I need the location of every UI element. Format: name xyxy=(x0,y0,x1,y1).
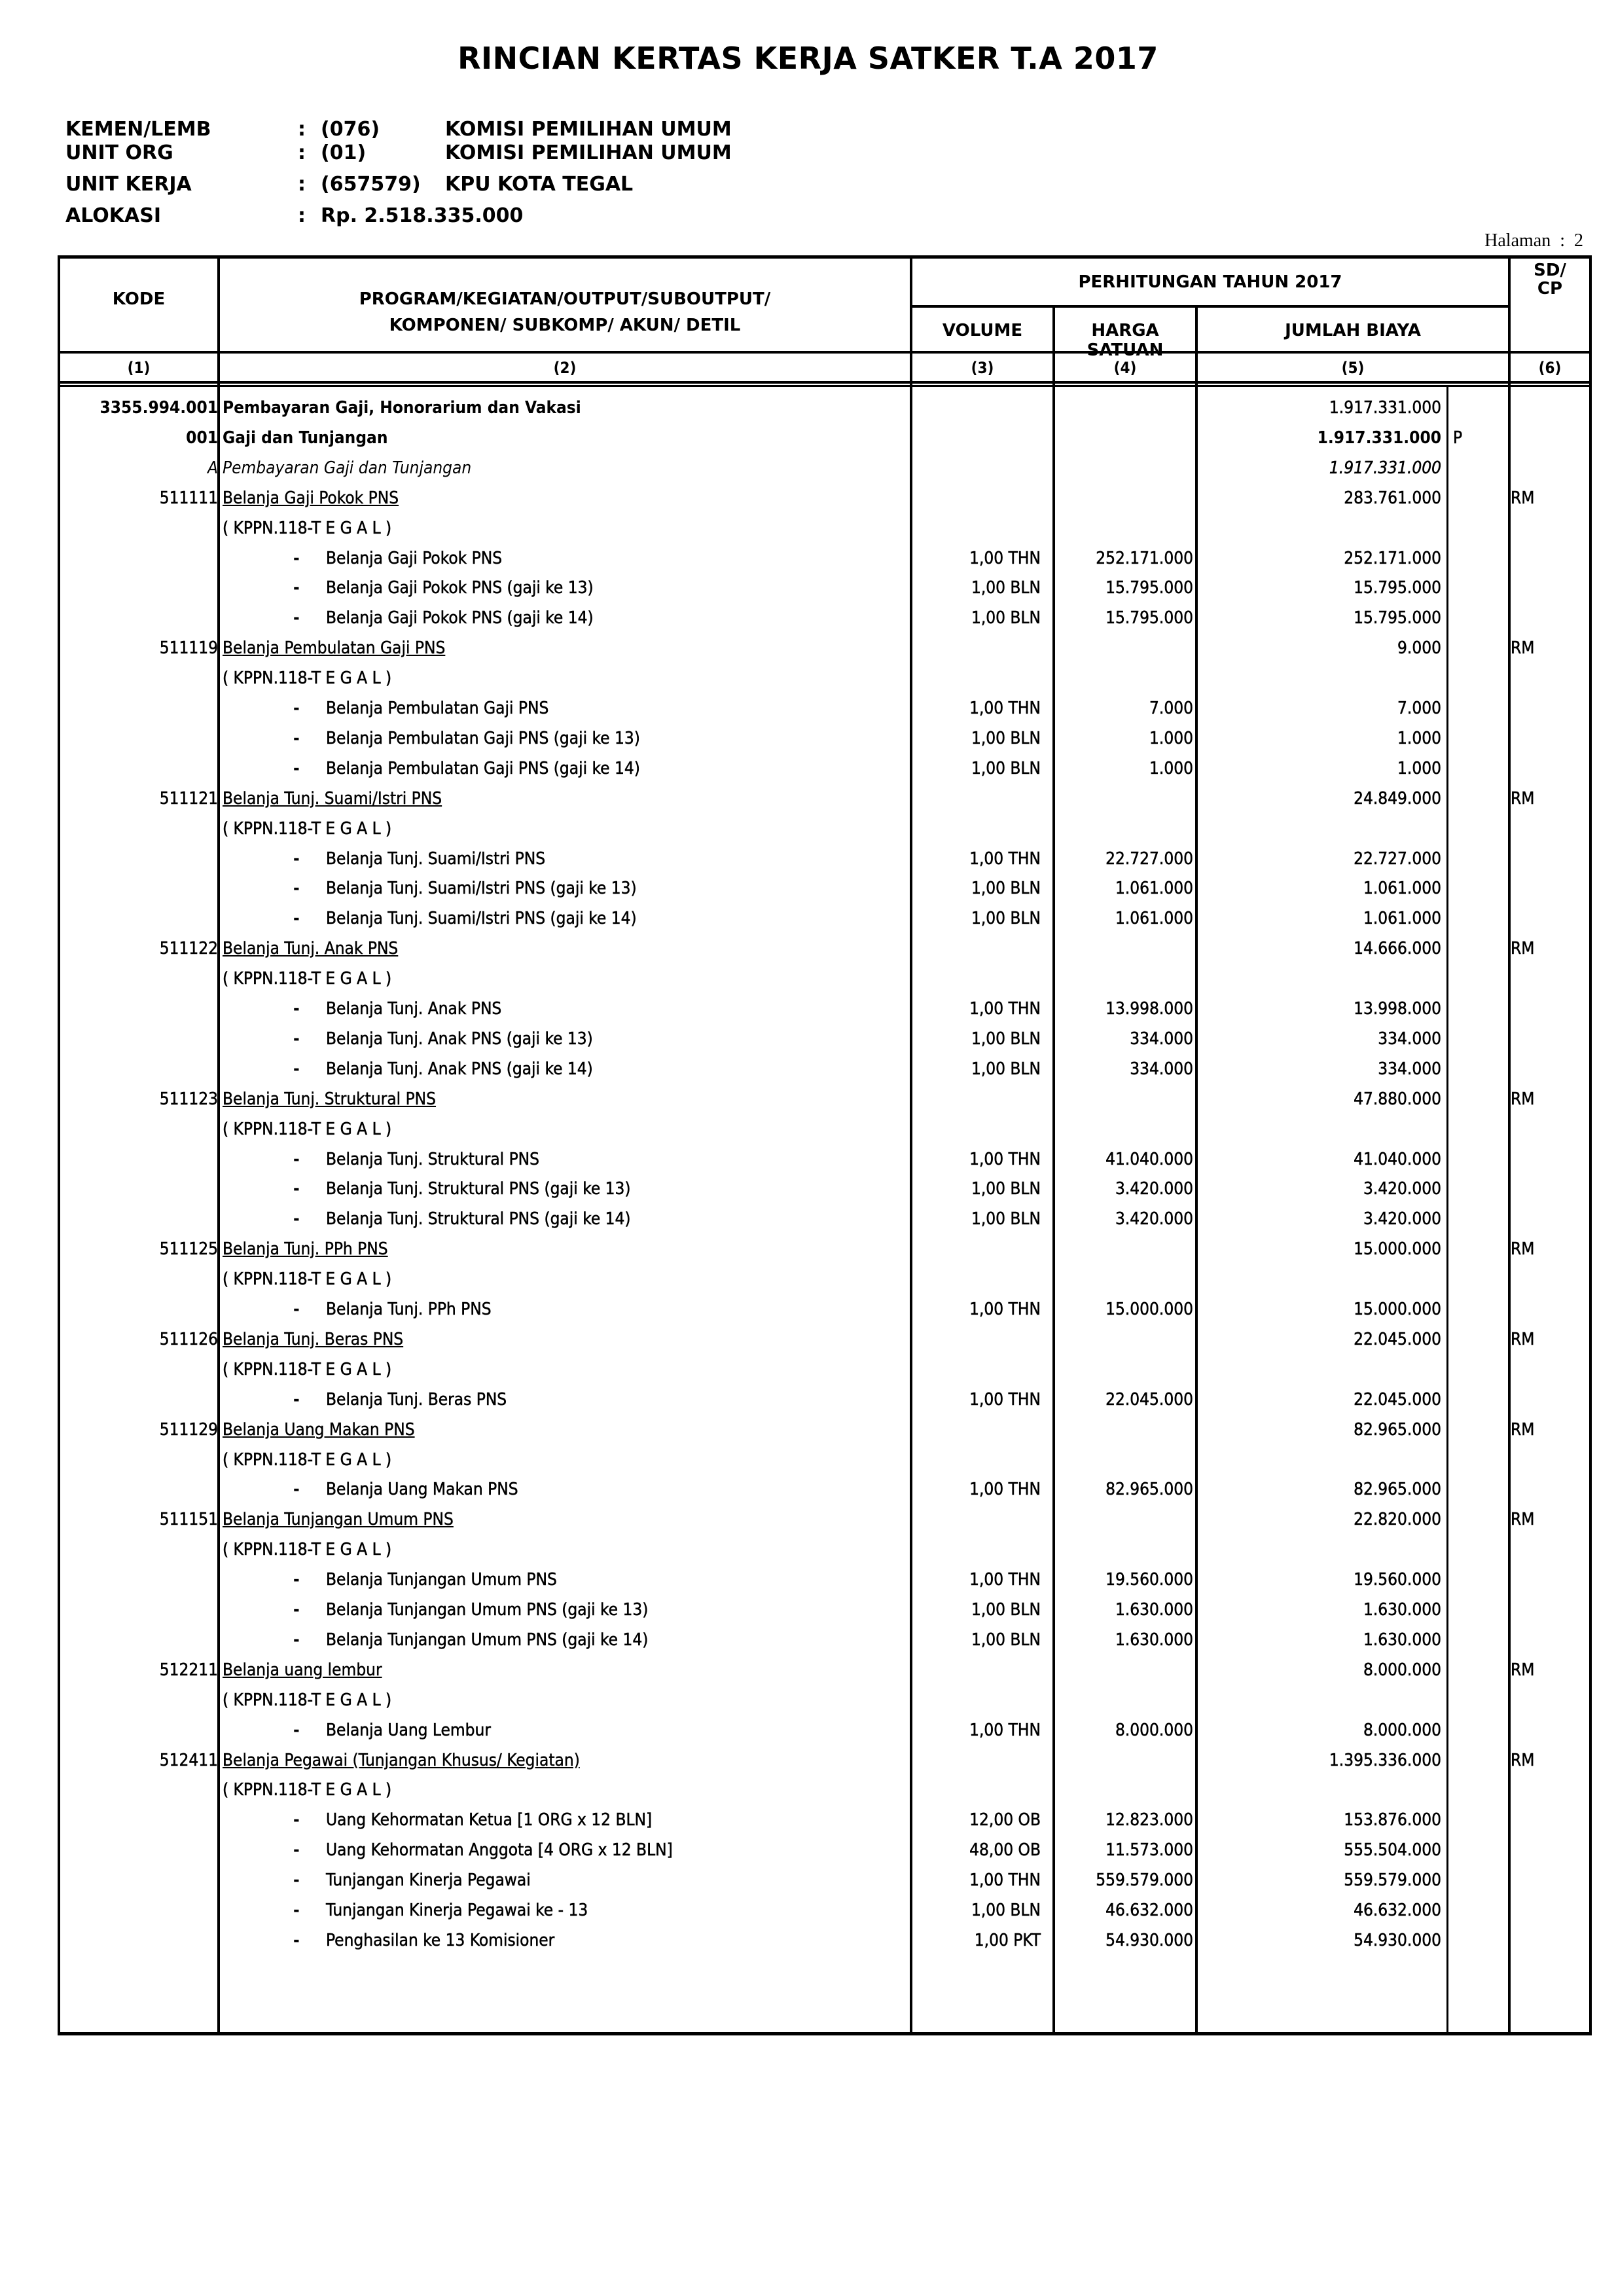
row-harga-satuan: 1.630.000 xyxy=(1115,1600,1193,1620)
table-row-kppn xyxy=(58,1776,1592,1806)
header-sdcp-line1: SD/ xyxy=(1534,261,1566,280)
table-row-kppn xyxy=(58,515,1592,544)
row-description: Belanja Uang Lembur xyxy=(326,1720,491,1740)
colnum-5: (5) xyxy=(1341,359,1365,377)
row-jumlah-biaya: 19.560.000 xyxy=(1354,1570,1441,1590)
colnum-1: (1) xyxy=(127,359,151,377)
bullet-dash-icon: - xyxy=(293,1901,300,1920)
bullet-dash-icon: - xyxy=(293,1300,300,1319)
bullet-dash-icon: - xyxy=(293,1930,300,1950)
bullet-dash-icon: - xyxy=(293,1029,300,1049)
row-jumlah-biaya: 1.917.331.000 xyxy=(1329,398,1441,418)
header-perhitungan: PERHITUNGAN TAHUN 2017 xyxy=(1078,272,1342,292)
table-row-output xyxy=(58,424,1592,454)
bullet-dash-icon: - xyxy=(293,699,300,718)
row-harga-satuan: 559.579.000 xyxy=(1096,1870,1193,1891)
row-volume: 1,00 THN xyxy=(969,1870,1041,1891)
page-colon: : xyxy=(1555,230,1570,251)
bullet-dash-icon: - xyxy=(293,608,300,629)
row-volume: 1,00 BLN xyxy=(971,758,1041,778)
row-description: Tunjangan Kinerja Pegawai xyxy=(326,1870,531,1891)
row-harga-satuan: 46.632.000 xyxy=(1105,1901,1193,1920)
table-row-kppn xyxy=(58,1356,1592,1385)
colnum-6: (6) xyxy=(1538,359,1562,377)
table-row-komponen xyxy=(58,454,1592,484)
bullet-dash-icon: - xyxy=(293,728,300,748)
row-description: ( KPPN.118-T E G A L ) xyxy=(223,518,392,538)
row-volume: 1,00 THN xyxy=(969,1570,1041,1590)
row-description: ( KPPN.118-T E G A L ) xyxy=(223,1359,392,1379)
row-jumlah-biaya: 15.795.000 xyxy=(1354,608,1441,629)
colnum-bottom-border xyxy=(58,381,1592,384)
row-volume: 1,00 THN xyxy=(969,999,1041,1019)
row-jumlah-biaya: 15.000.000 xyxy=(1354,1239,1441,1260)
row-harga-satuan: 13.998.000 xyxy=(1105,999,1193,1019)
row-jumlah-biaya: 22.045.000 xyxy=(1354,1389,1441,1410)
row-description: Belanja Pegawai (Tunjangan Khusus/ Kegiatan) xyxy=(223,1750,580,1770)
row-sumber-dana: RM xyxy=(1511,1329,1535,1349)
table-row-detail xyxy=(58,1626,1592,1656)
table-row-detail xyxy=(58,1717,1592,1746)
row-kode: 511125 xyxy=(159,1239,218,1260)
row-jumlah-biaya: 8.000.000 xyxy=(1363,1660,1441,1680)
row-jumlah-biaya: 82.965.000 xyxy=(1354,1419,1441,1440)
table-row-akun xyxy=(58,1326,1592,1355)
bullet-dash-icon: - xyxy=(293,1720,300,1740)
row-description: Belanja Tunjangan Umum PNS xyxy=(223,1510,454,1530)
row-sumber-dana: RM xyxy=(1511,1510,1535,1530)
row-jumlah-biaya: 22.727.000 xyxy=(1354,848,1441,869)
row-volume: 1,00 THN xyxy=(969,699,1041,718)
row-volume: 1,00 THN xyxy=(969,1149,1041,1169)
meta-code: (01) xyxy=(321,141,367,164)
row-description: Gaji dan Tunjangan xyxy=(223,428,388,448)
row-description: Belanja uang lembur xyxy=(223,1660,382,1680)
table-row-detail xyxy=(58,1025,1592,1055)
meta-code: (657579) xyxy=(321,173,421,196)
table-row-detail xyxy=(58,725,1592,754)
row-kode: 512411 xyxy=(159,1750,218,1770)
table-row-detail xyxy=(58,604,1592,634)
row-jumlah-biaya: 559.579.000 xyxy=(1344,1870,1441,1891)
table-row-kppn xyxy=(58,1116,1592,1145)
table-row-detail xyxy=(58,1175,1592,1205)
bullet-dash-icon: - xyxy=(293,1389,300,1410)
row-description: Belanja Tunj. PPh PNS xyxy=(326,1300,492,1319)
table-row-detail xyxy=(58,905,1592,934)
row-kode: 3355.994.001 xyxy=(99,398,218,418)
row-kode: 511122 xyxy=(159,939,218,959)
document-title: RINCIAN KERTAS KERJA SATKER T.A 2017 xyxy=(458,41,1158,76)
table-row-detail xyxy=(58,1897,1592,1926)
meta-label: ALOKASI xyxy=(65,204,162,227)
row-description: Belanja Tunj. Anak PNS xyxy=(223,939,399,959)
table-row-detail xyxy=(58,695,1592,724)
row-kode: 001 xyxy=(186,428,218,448)
header-kode: KODE xyxy=(112,289,166,309)
row-jumlah-biaya: 22.820.000 xyxy=(1354,1510,1441,1530)
meta-label: UNIT KERJA xyxy=(65,173,192,196)
colnum-4: (4) xyxy=(1113,359,1137,377)
table-row-akun xyxy=(58,1235,1592,1265)
row-jumlah-biaya: 153.876.000 xyxy=(1344,1810,1441,1831)
row-flag: P xyxy=(1453,428,1463,448)
bullet-dash-icon: - xyxy=(293,1209,300,1230)
table-row-detail xyxy=(58,545,1592,574)
row-description: Belanja Tunj. Suami/Istri PNS (gaji ke 13) xyxy=(326,879,637,899)
row-sumber-dana: RM xyxy=(1511,1419,1535,1440)
bullet-dash-icon: - xyxy=(293,758,300,778)
row-kode: 511123 xyxy=(159,1089,218,1109)
row-harga-satuan: 22.727.000 xyxy=(1105,848,1193,869)
row-description: Belanja Tunj. Beras PNS xyxy=(326,1389,507,1410)
page-number: 2 xyxy=(1574,230,1583,251)
row-description: ( KPPN.118-T E G A L ) xyxy=(223,668,392,689)
table-row-kppn xyxy=(58,1266,1592,1295)
meta-label: KEMEN/LEMB xyxy=(65,118,211,141)
row-harga-satuan: 54.930.000 xyxy=(1105,1930,1193,1950)
bullet-dash-icon: - xyxy=(293,999,300,1019)
row-volume: 1,00 BLN xyxy=(971,879,1041,899)
row-kode: 511151 xyxy=(159,1510,218,1530)
row-harga-satuan: 1.061.000 xyxy=(1115,879,1193,899)
table-bottom-border xyxy=(58,2032,1592,2035)
bullet-dash-icon: - xyxy=(293,1600,300,1620)
row-jumlah-biaya: 22.045.000 xyxy=(1354,1329,1441,1349)
row-kode: 511121 xyxy=(159,788,218,809)
table-row-detail xyxy=(58,1386,1592,1415)
row-volume: 1,00 BLN xyxy=(971,578,1041,598)
row-jumlah-biaya: 3.420.000 xyxy=(1363,1209,1441,1230)
table-row-detail xyxy=(58,574,1592,604)
row-description: ( KPPN.118-T E G A L ) xyxy=(223,1690,392,1710)
colnum-2: (2) xyxy=(553,359,577,377)
table-row-kppn xyxy=(58,665,1592,694)
row-jumlah-biaya: 1.395.336.000 xyxy=(1329,1750,1441,1770)
row-volume: 1,00 BLN xyxy=(971,909,1041,929)
table-row-akun xyxy=(58,1747,1592,1776)
row-description: Belanja Tunj. PPh PNS xyxy=(223,1239,388,1260)
table-row-akun xyxy=(58,1085,1592,1115)
row-description: Belanja Tunjangan Umum PNS xyxy=(326,1570,557,1590)
header-sdcp-line2: CP xyxy=(1537,279,1563,299)
row-jumlah-biaya: 47.880.000 xyxy=(1354,1089,1441,1109)
row-jumlah-biaya: 1.917.331.000 xyxy=(1317,428,1441,448)
table-row-detail xyxy=(58,755,1592,784)
table-row-detail xyxy=(58,1806,1592,1836)
row-jumlah-biaya: 3.420.000 xyxy=(1363,1179,1441,1199)
bullet-dash-icon: - xyxy=(293,1570,300,1590)
row-jumlah-biaya: 1.630.000 xyxy=(1363,1630,1441,1650)
row-description: Belanja Gaji Pokok PNS xyxy=(223,488,399,508)
bullet-dash-icon: - xyxy=(293,1810,300,1831)
row-kode: 511119 xyxy=(159,638,218,659)
row-description: Pembayaran Gaji, Honorarium dan Vakasi xyxy=(223,398,581,418)
row-kode: 511129 xyxy=(159,1419,218,1440)
table-row-detail xyxy=(58,1055,1592,1085)
row-description: Pembayaran Gaji dan Tunjangan xyxy=(223,458,472,478)
table-row-detail xyxy=(58,845,1592,875)
perhitungan-divider xyxy=(910,305,1511,308)
row-harga-satuan: 11.573.000 xyxy=(1105,1840,1193,1861)
meta-name: KOMISI PEMILIHAN UMUM xyxy=(445,118,732,141)
row-jumlah-biaya: 24.849.000 xyxy=(1354,788,1441,809)
row-description: Belanja Tunj. Beras PNS xyxy=(223,1329,404,1349)
row-volume: 48,00 OB xyxy=(969,1840,1041,1861)
row-jumlah-biaya: 8.000.000 xyxy=(1363,1720,1441,1740)
row-volume: 1,00 BLN xyxy=(971,608,1041,629)
row-jumlah-biaya: 334.000 xyxy=(1378,1029,1441,1049)
table-row-detail xyxy=(58,995,1592,1025)
meta-code: (076) xyxy=(321,118,380,141)
meta-colon: : xyxy=(298,204,306,227)
row-description: Belanja Tunj. Struktural PNS (gaji ke 13) xyxy=(326,1179,631,1199)
row-harga-satuan: 7.000 xyxy=(1149,699,1193,718)
row-harga-satuan: 1.000 xyxy=(1149,728,1193,748)
row-harga-satuan: 334.000 xyxy=(1130,1059,1193,1079)
row-harga-satuan: 1.630.000 xyxy=(1115,1630,1193,1650)
meta-colon: : xyxy=(298,141,306,164)
meta-colon: : xyxy=(298,118,306,141)
row-description: Penghasilan ke 13 Komisioner xyxy=(326,1930,555,1950)
page-indicator xyxy=(1484,230,1583,251)
row-description: ( KPPN.118-T E G A L ) xyxy=(223,1449,392,1470)
row-jumlah-biaya: 14.666.000 xyxy=(1354,939,1441,959)
bullet-dash-icon: - xyxy=(293,1870,300,1891)
table-row-kppn xyxy=(58,1536,1592,1565)
bullet-dash-icon: - xyxy=(293,1840,300,1861)
row-harga-satuan: 3.420.000 xyxy=(1115,1179,1193,1199)
colnum-3: (3) xyxy=(971,359,994,377)
row-description: Belanja Uang Makan PNS xyxy=(326,1480,518,1500)
row-sumber-dana: RM xyxy=(1511,1750,1535,1770)
header-harga-satuan: HARGA SATUAN xyxy=(1086,321,1164,360)
table-row-detail xyxy=(58,1476,1592,1505)
table-row-detail xyxy=(58,1836,1592,1866)
row-volume: 1,00 BLN xyxy=(971,1630,1041,1650)
row-volume: 1,00 PKT xyxy=(974,1930,1041,1950)
row-description: Tunjangan Kinerja Pegawai ke - 13 xyxy=(326,1901,588,1920)
row-description: Belanja Tunj. Struktural PNS xyxy=(326,1149,540,1169)
row-sumber-dana: RM xyxy=(1511,788,1535,809)
row-harga-satuan: 15.795.000 xyxy=(1105,608,1193,629)
table-top-border xyxy=(58,255,1592,259)
table-row-kppn xyxy=(58,965,1592,994)
row-harga-satuan: 252.171.000 xyxy=(1096,548,1193,568)
row-kode: 512211 xyxy=(159,1660,218,1680)
row-jumlah-biaya: 7.000 xyxy=(1397,699,1441,718)
table-row-kppn xyxy=(58,1446,1592,1476)
row-description: Uang Kehormatan Ketua [1 ORG x 12 BLN] xyxy=(326,1810,653,1831)
row-description: Belanja Tunj. Struktural PNS xyxy=(223,1089,437,1109)
row-jumlah-biaya: 54.930.000 xyxy=(1354,1930,1441,1950)
row-description: ( KPPN.118-T E G A L ) xyxy=(223,1780,392,1800)
row-description: Belanja Gaji Pokok PNS (gaji ke 13) xyxy=(326,578,594,598)
row-jumlah-biaya: 1.000 xyxy=(1397,728,1441,748)
header-program-line1: PROGRAM/KEGIATAN/OUTPUT/SUBOUTPUT/ xyxy=(359,289,771,309)
bullet-dash-icon: - xyxy=(293,1149,300,1169)
table-row-kppn xyxy=(58,1686,1592,1716)
meta-alokasi-amount: Rp. 2.518.335.000 xyxy=(321,204,524,227)
table-row-program xyxy=(58,394,1592,424)
row-harga-satuan: 15.795.000 xyxy=(1105,578,1193,598)
row-sumber-dana: RM xyxy=(1511,1089,1535,1109)
row-harga-satuan: 41.040.000 xyxy=(1105,1149,1193,1169)
row-description: Uang Kehormatan Anggota [4 ORG x 12 BLN] xyxy=(326,1840,673,1861)
row-harga-satuan: 1.061.000 xyxy=(1115,909,1193,929)
row-volume: 1,00 BLN xyxy=(971,1209,1041,1230)
row-harga-satuan: 19.560.000 xyxy=(1105,1570,1193,1590)
meta-colon: : xyxy=(298,173,306,196)
row-harga-satuan: 22.045.000 xyxy=(1105,1389,1193,1410)
row-volume: 1,00 BLN xyxy=(971,728,1041,748)
row-harga-satuan: 82.965.000 xyxy=(1105,1480,1193,1500)
row-description: Belanja Tunjangan Umum PNS (gaji ke 14) xyxy=(326,1630,649,1650)
meta-name: KPU KOTA TEGAL xyxy=(445,173,634,196)
row-sumber-dana: RM xyxy=(1511,1660,1535,1680)
row-description: Belanja Gaji Pokok PNS (gaji ke 14) xyxy=(326,608,594,629)
table-row-detail xyxy=(58,1205,1592,1235)
row-jumlah-biaya: 9.000 xyxy=(1397,638,1441,659)
row-jumlah-biaya: 13.998.000 xyxy=(1354,999,1441,1019)
row-description: Belanja Tunj. Anak PNS (gaji ke 13) xyxy=(326,1029,593,1049)
table-row-akun xyxy=(58,935,1592,964)
bullet-dash-icon: - xyxy=(293,909,300,929)
header-bottom-border xyxy=(58,351,1592,354)
bullet-dash-icon: - xyxy=(293,548,300,568)
row-jumlah-biaya: 283.761.000 xyxy=(1344,488,1441,508)
row-description: Belanja Tunj. Suami/Istri PNS xyxy=(223,788,442,809)
row-harga-satuan: 3.420.000 xyxy=(1115,1209,1193,1230)
row-volume: 1,00 BLN xyxy=(971,1029,1041,1049)
row-description: Belanja Tunj. Suami/Istri PNS (gaji ke 14) xyxy=(326,909,637,929)
row-volume: 1,00 BLN xyxy=(971,1600,1041,1620)
row-kode: 511126 xyxy=(159,1329,218,1349)
row-jumlah-biaya: 46.632.000 xyxy=(1354,1901,1441,1920)
row-jumlah-biaya: 1.000 xyxy=(1397,758,1441,778)
row-sumber-dana: RM xyxy=(1511,939,1535,959)
row-volume: 1,00 THN xyxy=(969,548,1041,568)
row-jumlah-biaya: 1.630.000 xyxy=(1363,1600,1441,1620)
row-description: Belanja Tunj. Anak PNS xyxy=(326,999,502,1019)
bullet-dash-icon: - xyxy=(293,578,300,598)
row-volume: 12,00 OB xyxy=(969,1810,1041,1831)
row-description: ( KPPN.118-T E G A L ) xyxy=(223,969,392,989)
row-volume: 1,00 THN xyxy=(969,1480,1041,1500)
bullet-dash-icon: - xyxy=(293,848,300,869)
page-label: Halaman xyxy=(1484,230,1551,251)
row-harga-satuan: 8.000.000 xyxy=(1115,1720,1193,1740)
row-description: Belanja Pembulatan Gaji PNS (gaji ke 14) xyxy=(326,758,640,778)
row-sumber-dana: RM xyxy=(1511,488,1535,508)
header-program-line2: KOMPONEN/ SUBKOMP/ AKUN/ DETIL xyxy=(389,316,741,335)
bullet-dash-icon: - xyxy=(293,1179,300,1199)
table-row-detail xyxy=(58,1566,1592,1595)
table-row-akun xyxy=(58,634,1592,664)
row-jumlah-biaya: 252.171.000 xyxy=(1344,548,1441,568)
row-description: ( KPPN.118-T E G A L ) xyxy=(223,818,392,839)
bullet-dash-icon: - xyxy=(293,1630,300,1650)
row-description: Belanja Pembulatan Gaji PNS xyxy=(223,638,446,659)
bullet-dash-icon: - xyxy=(293,879,300,899)
row-volume: 1,00 THN xyxy=(969,1720,1041,1740)
row-jumlah-biaya: 1.917.331.000 xyxy=(1329,458,1441,478)
row-volume: 1,00 THN xyxy=(969,848,1041,869)
row-volume: 1,00 BLN xyxy=(971,1059,1041,1079)
table-row-detail xyxy=(58,1927,1592,1956)
row-jumlah-biaya: 82.965.000 xyxy=(1354,1480,1441,1500)
row-harga-satuan: 12.823.000 xyxy=(1105,1810,1193,1831)
row-volume: 1,00 BLN xyxy=(971,1901,1041,1920)
row-sumber-dana: RM xyxy=(1511,638,1535,659)
row-jumlah-biaya: 1.061.000 xyxy=(1363,879,1441,899)
row-description: Belanja Tunj. Anak PNS (gaji ke 14) xyxy=(326,1059,593,1079)
row-description: Belanja Pembulatan Gaji PNS xyxy=(326,699,549,718)
colnum-double-border xyxy=(58,385,1592,387)
header-volume: VOLUME xyxy=(942,321,1023,340)
row-jumlah-biaya: 41.040.000 xyxy=(1354,1149,1441,1169)
bullet-dash-icon: - xyxy=(293,1059,300,1079)
table-row-akun xyxy=(58,1416,1592,1446)
row-volume: 1,00 THN xyxy=(969,1300,1041,1319)
row-volume: 1,00 BLN xyxy=(971,1179,1041,1199)
row-description: ( KPPN.118-T E G A L ) xyxy=(223,1119,392,1139)
table-row-akun xyxy=(58,484,1592,514)
row-description: ( KPPN.118-T E G A L ) xyxy=(223,1540,392,1560)
row-harga-satuan: 334.000 xyxy=(1130,1029,1193,1049)
row-volume: 1,00 THN xyxy=(969,1389,1041,1410)
row-description: Belanja Tunj. Suami/Istri PNS xyxy=(326,848,546,869)
table-row-akun xyxy=(58,1656,1592,1686)
row-harga-satuan: 1.000 xyxy=(1149,758,1193,778)
header-jumlah-biaya: JUMLAH BIAYA xyxy=(1285,321,1421,340)
table-row-detail xyxy=(58,875,1592,904)
row-jumlah-biaya: 334.000 xyxy=(1378,1059,1441,1079)
table-row-akun xyxy=(58,1506,1592,1535)
table-row-akun xyxy=(58,785,1592,814)
row-description: ( KPPN.118-T E G A L ) xyxy=(223,1269,392,1290)
meta-name: KOMISI PEMILIHAN UMUM xyxy=(445,141,732,164)
row-jumlah-biaya: 15.000.000 xyxy=(1354,1300,1441,1319)
row-jumlah-biaya: 15.795.000 xyxy=(1354,578,1441,598)
row-sumber-dana: RM xyxy=(1511,1239,1535,1260)
table-row-detail xyxy=(58,1867,1592,1896)
row-description: Belanja Pembulatan Gaji PNS (gaji ke 13) xyxy=(326,728,640,748)
row-jumlah-biaya: 555.504.000 xyxy=(1344,1840,1441,1861)
row-jumlah-biaya: 1.061.000 xyxy=(1363,909,1441,929)
row-description: Belanja Tunj. Struktural PNS (gaji ke 14) xyxy=(326,1209,631,1230)
row-kode: A xyxy=(207,458,218,478)
table-row-detail xyxy=(58,1596,1592,1626)
table-row-detail xyxy=(58,1296,1592,1325)
row-description: Belanja Gaji Pokok PNS xyxy=(326,548,503,568)
row-harga-satuan: 15.000.000 xyxy=(1105,1300,1193,1319)
table-row-detail xyxy=(58,1146,1592,1175)
row-description: Belanja Uang Makan PNS xyxy=(223,1419,415,1440)
meta-label: UNIT ORG xyxy=(65,141,173,164)
table-row-kppn xyxy=(58,815,1592,845)
row-kode: 511111 xyxy=(159,488,218,508)
bullet-dash-icon: - xyxy=(293,1480,300,1500)
budget-table xyxy=(58,255,1592,2035)
row-description: Belanja Tunjangan Umum PNS (gaji ke 13) xyxy=(326,1600,649,1620)
